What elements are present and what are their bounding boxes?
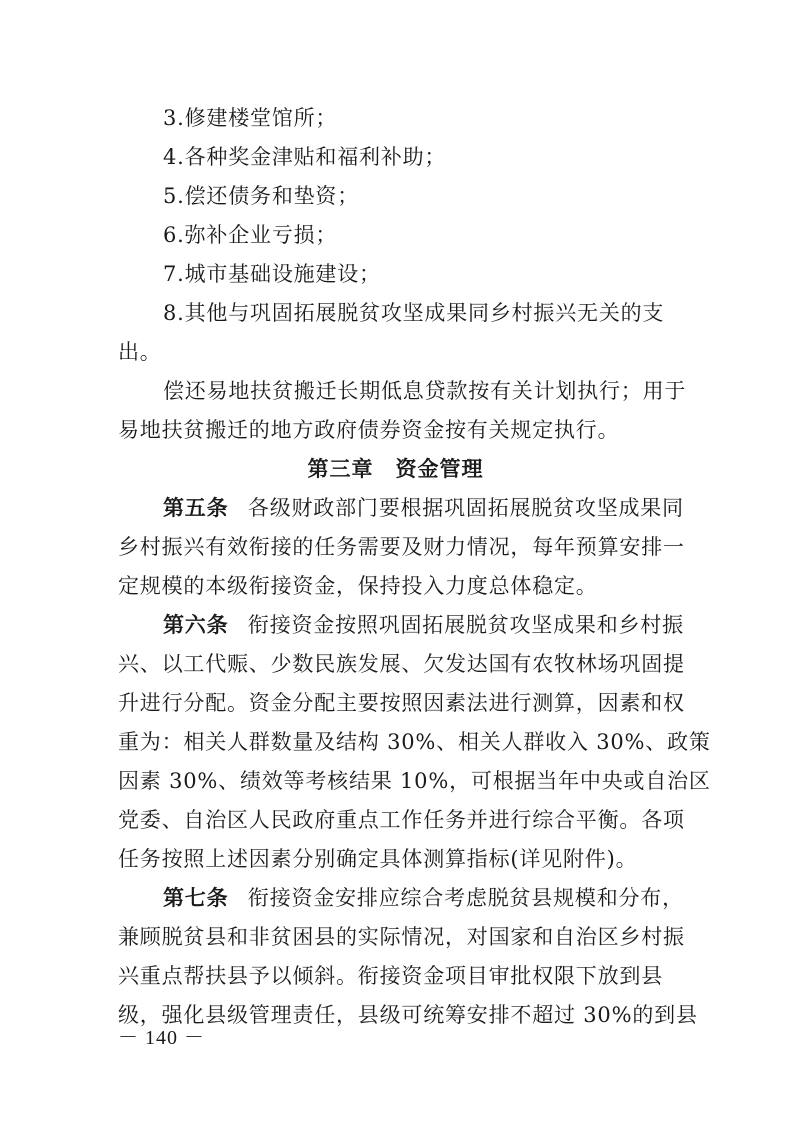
article-5-label: 第五条 <box>163 495 229 520</box>
article-6-line-3: 升进行分配。资金分配主要按照因素法进行测算，因素和权 <box>118 691 685 715</box>
article-5-line-2: 乡村振兴有效衔接的任务需要及财力情况，每年预算安排一 <box>118 535 685 559</box>
list-item-3: 3.修建楼堂馆所； <box>163 106 338 130</box>
list-item-8: 8.其他与巩固拓展脱贫攻坚成果同乡村振兴无关的支 <box>163 301 665 325</box>
article-5-line-1 <box>163 494 684 522</box>
article-6-text: 衔接资金按照巩固拓展脱贫攻坚成果和乡村振 <box>247 613 684 637</box>
list-item-6: 6.弥补企业亏损； <box>163 223 338 247</box>
article-5-line-3: 定规模的本级衔接资金，保持投入力度总体稳定。 <box>118 574 598 598</box>
article-7-line-3: 兴重点帮扶县予以倾斜。衔接资金项目审批权限下放到县 <box>118 964 663 988</box>
article-7-line-4: 级，强化县级管理责任，县级可统筹安排不超过 30%的到县 <box>118 1003 698 1027</box>
list-item-5: 5.偿还债务和垫资； <box>163 184 360 208</box>
article-7-text: 衔接资金安排应综合考虑脱贫县规模和分布， <box>247 886 684 910</box>
page-number: － 140 － <box>118 1027 205 1049</box>
article-7-line-2: 兼顾脱贫县和非贫困县的实际情况，对国家和自治区乡村振 <box>118 925 685 949</box>
article-6-line-4: 重为：相关人群数量及结构 30%、相关人群收入 30%、政策 <box>118 730 711 754</box>
article-6-label: 第六条 <box>163 612 229 637</box>
article-5-text: 各级财政部门要根据巩固拓展脱贫攻坚成果同 <box>247 496 684 520</box>
paragraph-relocation-line-2: 易地扶贫搬迁的地方政府债券资金按有关规定执行。 <box>118 418 620 442</box>
list-item-7: 7.城市基础设施建设； <box>163 262 381 286</box>
list-item-4: 4.各种奖金津贴和福利补助； <box>163 145 447 169</box>
article-7-line-1 <box>163 884 684 912</box>
article-7-label: 第七条 <box>163 885 229 910</box>
paragraph-relocation-line-1: 偿还易地扶贫搬迁长期低息贷款按有关计划执行；用于 <box>163 379 687 403</box>
chapter-heading: 第三章 资金管理 <box>307 456 484 481</box>
article-6-line-5: 因素 30%、绩效等考核结果 10%，可根据当年中央或自治区 <box>118 769 711 793</box>
article-6-line-1 <box>163 611 684 639</box>
article-6-line-7: 任务按照上述因素分别确定具体测算指标(详见附件)。 <box>118 847 638 871</box>
article-6-line-6: 党委、自治区人民政府重点工作任务并进行综合平衡。各项 <box>118 808 685 832</box>
list-item-8-continued: 出。 <box>118 340 162 364</box>
article-6-line-2: 兴、以工代赈、少数民族发展、欠发达国有农牧林场巩固提 <box>118 652 685 676</box>
